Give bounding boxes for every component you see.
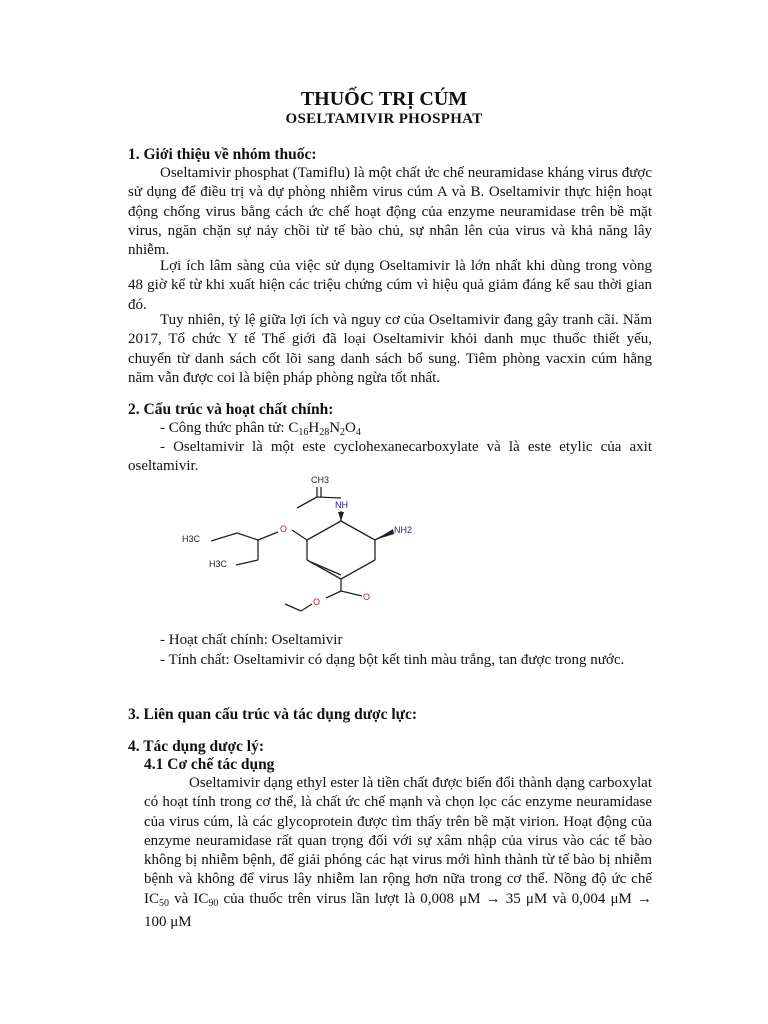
oseltamivir-structure-diagram bbox=[165, 474, 437, 624]
mechanism-paragraph: Oseltamivir dạng ethyl ester là tiền chất được biến đổi thành dạng carboxylat có hoạt tính trong cơ thể, là chất ức chế mạnh và chọn lọc các enzyme neuramidase của virus cúm, là các glycoprotein được tìm thấy trên bề mặt virion. Hoạt động của enzyme neuramidase rất quan trọng đối với sự xâm nhập của virus vào các tế bào không bị nhiễm bệnh, để giải phóng các hạt virus mới hình thành từ tế bào bị nhiễm bệnh và không để virus lây nhiễm lan rộng hơn nữa trong cơ thể. Nồng độ ức chế $IC_{50}$ và $IC_{90}$ của thuốc trên virus lần lượt là 0,008 μM → 35 μM và 0,004 μM → 100 μM bbox=[144, 775, 652, 931]
h3c-label-1: H3C bbox=[182, 534, 201, 544]
formula-label: - Công thức phân tử: bbox=[160, 420, 289, 436]
page-subtitle: OSELTAMIVIR PHOSPHAT bbox=[285, 111, 483, 127]
ester-oxygen-label: O bbox=[313, 597, 321, 607]
molecular-formula-line bbox=[160, 420, 361, 438]
active-ingredient: - Hoạt chất chính: Oseltamivir bbox=[160, 632, 343, 648]
molecular-formula: $C_{16}H_{28}N_2O_4$ bbox=[288, 420, 361, 438]
section-1-heading: 1. Giới thiệu về nhóm thuốc: bbox=[128, 146, 317, 163]
ester-description: - Oseltamivir là một este cyclohexanecarboxylate và là este etylic của axit oseltamivir. bbox=[128, 439, 652, 475]
section-1-paragraph-2: Lợi ích lâm sàng của việc sử dụng Oseltamivir là lớn nhất khi dùng trong vòng 48 giờ kể từ khi xuất hiện các triệu chứng cúm vì hiệu quả giảm đáng kể sau thời gian đó. bbox=[128, 258, 652, 313]
section-1-paragraph-1: Oseltamivir phosphat (Tamiflu) là một chất ức chế neuramidase kháng virus được sử dụng để điều trị và dự phòng nhiễm virus cúm A và B. Oseltamivir thực hiện hoạt động chống virus bằng cách ức chế hoạt động của enzyme neuramidase trên bề mặt virus, ngăn chặn sự nảy chồi từ tế bào chủ, sự nhân lên của virus và khả năng lây nhiễm. bbox=[128, 165, 652, 259]
nh2-label: NH2 bbox=[394, 525, 413, 535]
section-4-1-heading: 4.1 Cơ chế tác dụng bbox=[144, 756, 275, 773]
ch3-label: CH3 bbox=[311, 475, 330, 485]
carbonyl-oxygen-label: O bbox=[363, 592, 371, 602]
section-2-heading: 2. Cấu trúc và hoạt chất chính: bbox=[128, 401, 334, 418]
section-3-heading: 3. Liên quan cấu trúc và tác dụng dược lực: bbox=[128, 706, 417, 723]
properties-description: - Tính chất: Oseltamivir có dạng bột kết tinh màu trắng, tan được trong nước. bbox=[160, 652, 625, 668]
page-title: THUỐC TRỊ CÚM bbox=[300, 88, 468, 110]
section-1-paragraph-3: Tuy nhiên, tỷ lệ giữa lợi ích và nguy cơ của Oseltamivir đang gây tranh cãi. Năm 2017, Tổ chức Y tế Thế giới đã loại Oseltamivir khỏi danh mục thuốc thiết yếu, chuyển từ danh sách cốt lõi sang danh sách bổ sung. Tiêm phòng vacxin cúm hằng năm vẫn được coi là biện pháp phòng ngừa tốt nhất. bbox=[128, 312, 652, 386]
section-4-heading: 4. Tác dụng dược lý: bbox=[128, 738, 265, 755]
h3c-label-2: H3C bbox=[209, 559, 228, 569]
ether-oxygen-label: O bbox=[280, 524, 288, 534]
nh-label: NH bbox=[335, 500, 348, 510]
